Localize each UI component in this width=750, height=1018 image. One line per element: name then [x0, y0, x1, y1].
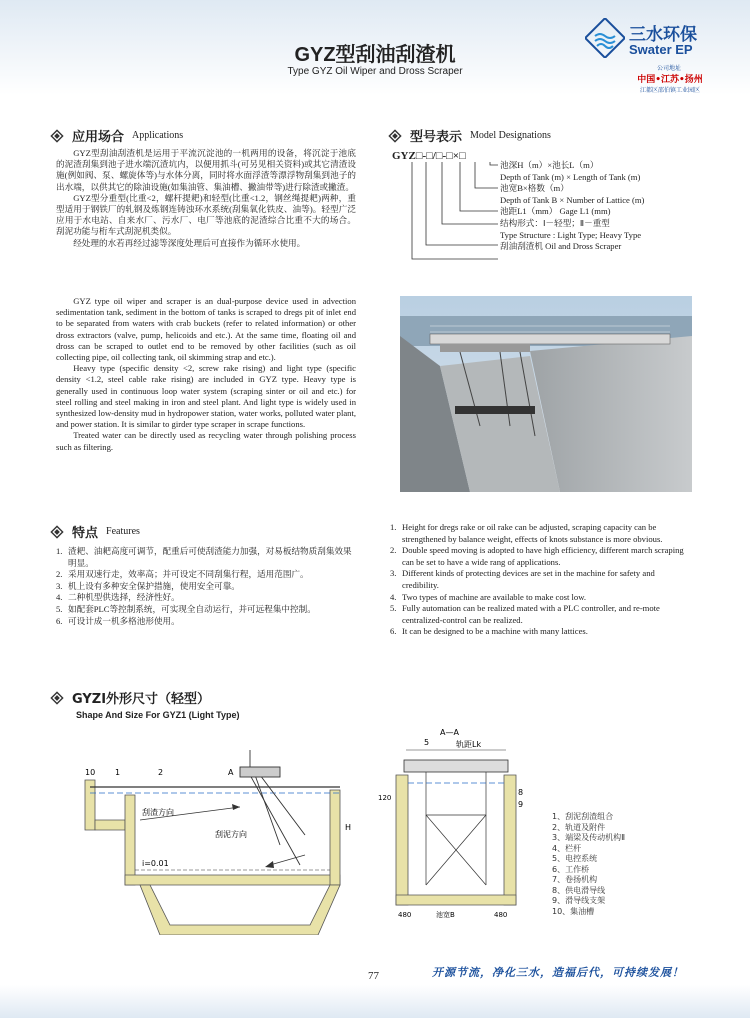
- drawing-label: 120: [378, 794, 392, 802]
- diamond-icon: [50, 525, 64, 539]
- drawing-label: 刮泥方向: [215, 830, 247, 839]
- model-line: Depth of Tank B × Number of Lattice (m): [500, 194, 645, 205]
- model-line: 池距L1（mm） Gage L1 (mm): [500, 206, 611, 217]
- footer-band: [0, 985, 750, 1018]
- legend-item: 9、滑导线支架: [552, 896, 606, 905]
- logo-name-en: Swater EP: [629, 42, 693, 57]
- diamond-icon: [50, 129, 64, 143]
- drawing-label: 池宽B: [436, 911, 455, 919]
- side-view-drawing: [80, 735, 370, 935]
- model-heading: [388, 126, 551, 145]
- shape-subheading: Shape And Size For GYZ1 (Light Type): [76, 710, 240, 720]
- shape-heading-text: GYZⅠ外形尺寸（轻型）: [72, 692, 211, 707]
- drawing-label: H: [345, 823, 352, 832]
- drawing-label: 9: [518, 800, 524, 809]
- logo-wave-icon: [585, 18, 625, 58]
- applications-en-para: GYZ type oil wiper and scraper is an dual-purpose device used in advection sedimentation tank, sediment in the bottom of tanks is scraped to dregs pit of inlet end to be separated from waters with crab buckets (refer to related information) or other dross extractors (valve, pump, helicoids and etc.). At the same time, floating oil and dross can be scraped to outlet end to be removed by other facilities (such as oil collecting pipe, oil collecting tank, oil skimming strap and etc.).: [56, 296, 356, 363]
- model-heading-en: Model Designations: [470, 130, 551, 141]
- applications-heading-en: Applications: [132, 130, 184, 141]
- model-code: GYZ□-□/□-□×□: [392, 150, 466, 162]
- legend-item: 10、集油槽: [552, 906, 595, 916]
- legend-item: 7、卷扬机构: [552, 875, 598, 884]
- features-heading-en: Features: [106, 526, 140, 537]
- legend-item: 5、电控系统: [552, 854, 598, 863]
- features-heading-cn: 特点: [72, 526, 99, 541]
- page-number: 77: [368, 970, 379, 982]
- drawing-label: 480: [494, 911, 508, 919]
- drawing-legend: [552, 812, 625, 917]
- applications-heading-cn: 应用场合: [72, 130, 125, 145]
- drawing-label: A: [228, 768, 234, 777]
- applications-en-text: [56, 296, 356, 453]
- logo-addr-city: 中国•江苏•扬州: [637, 75, 703, 85]
- model-line: Depth of Tank (m) × Length of Tank (m): [500, 171, 641, 182]
- legend-item: 1、刮泥刮渣组合: [552, 812, 614, 821]
- list-item: 6. It can be designed to be a machine with many lattices.: [390, 626, 588, 637]
- list-item: 3. Different kinds of protecting devices are set in the machine for safety and credibility.: [390, 568, 655, 590]
- footer-slogan: 开源节流，净化三水，造福后代，可持续发展！: [432, 966, 684, 979]
- drawing-label: 2: [158, 768, 164, 777]
- applications-cn-para: 经处理的水若再经过滤等深度处理后可直接作为循环水使用。: [73, 237, 306, 248]
- list-item: 6. 可设计成一机多格池形使用。: [56, 615, 180, 626]
- features-en-list: [390, 522, 692, 638]
- drawing-label: 5: [424, 738, 430, 747]
- model-designation-list: [500, 160, 644, 253]
- legend-item: 3、端梁及传动机构Ⅱ: [552, 833, 626, 842]
- legend-item: 4、栏杆: [552, 843, 582, 853]
- drawing-label: i=0.01: [142, 859, 169, 868]
- list-item: 5. Fully automation can be realized mated with a PLC controller, and re-mote centralized-control can be realized.: [390, 603, 660, 625]
- model-line: Type Structure : Light Type; Heavy Type: [500, 229, 642, 240]
- applications-cn-para: GYZ型分重型(比重<2，螺杆提耙)和轻型(比重<1.2，钢丝绳提耙)两种，重型适用于钢铁厂的轧钢及炼钢连铸浊环水系统(刮集氧化铁皮、油等)。轻型广泛应用于水电站、自来水厂、污水厂、电厂等池底的泥渣综合比重不大的场合。刮泥功能与桁车式刮泥机类似。: [56, 192, 356, 237]
- logo-addr-detail: 江都区邵伯镇工业园区: [639, 87, 700, 94]
- list-item: 2. Double speed moving is adopted to have high efficiency, different march scraping can be set to have a wide rang of applications.: [390, 545, 684, 567]
- model-bracket-lines: [400, 160, 500, 270]
- list-item: 4. Two types of machine are available to make cost low.: [390, 591, 587, 602]
- logo-addr-label: 公司地址: [656, 65, 681, 72]
- applications-heading: [50, 126, 183, 145]
- drawing-label: 1: [115, 768, 121, 777]
- features-heading: [50, 522, 140, 541]
- list-item: 3. 机上设有多种安全保护措施，使用安全可靠。: [56, 580, 240, 591]
- applications-cn-text: [56, 148, 356, 249]
- features-cn-list: [56, 546, 360, 627]
- drawing-label: 10: [85, 768, 96, 777]
- drawing-label: A—A: [440, 728, 459, 737]
- drawing-label: 8: [518, 788, 524, 797]
- company-logo: [585, 18, 745, 98]
- model-line: 刮油刮渣机 Oil and Dross Scraper: [500, 241, 622, 252]
- list-item: 4. 二种机型供选择，经济性好。: [56, 592, 180, 603]
- page-title: GYZ型刮油刮渣机: [294, 44, 456, 66]
- section-view-drawing: [376, 725, 536, 925]
- model-line: 结构形式：Ⅰ－轻型；Ⅱ－重型: [500, 217, 610, 228]
- page-subtitle: Type GYZ Oil Wiper and Dross Scraper: [287, 66, 463, 77]
- drawing-label: 刮渣方向: [142, 808, 174, 817]
- list-item: 1. Height for dregs rake or oil rake can be adjusted, scraping capacity can be strengthened by balance weight, effects of knots substance is more obvious.: [390, 522, 663, 544]
- legend-item: 6、工作桥: [552, 864, 590, 874]
- model-line: 池宽B×格数（m）: [500, 183, 569, 194]
- model-heading-cn: 型号表示: [410, 130, 463, 145]
- shape-heading: [50, 688, 210, 707]
- legend-item: 8、供电滑导线: [552, 885, 606, 895]
- applications-en-para: Treated water can be directly used as recycling water through polishing process such as filtering.: [56, 430, 356, 452]
- legend-item: 2、轨道及附件: [552, 822, 606, 832]
- product-photo: [400, 296, 692, 492]
- logo-name-cn: 三水环保: [629, 25, 697, 45]
- model-line: 池深H（m）×池长L（m）: [500, 160, 599, 170]
- drawing-label: 480: [398, 911, 412, 919]
- applications-en-para: Heavy type (specific density <2, screw rake rising) and light type (specific density <1.2, steel cable rake rising) are included in GYZ type. Heavy type is generally used in continuous loop water system (scraping sinter or oil and etc.) for steel rolling and steel making in iron and steel plant. And light type is widely used in synthesized low-density mud in hydropower station, water works, polluted water plant, and power station. It is similar to girder type scraper in scrape functions.: [56, 363, 356, 430]
- list-item: 1. 渣耙、油耙高度可调节，配重后可使刮渣能力加强，对易板结物质刮集效果明显。: [56, 546, 352, 568]
- diamond-icon: [388, 129, 402, 143]
- applications-cn-para: GYZ型刮油刮渣机是运用于平流沉淀池的一机两用的设备，将沉淀于池底的泥渣刮集到池子进水端沉渣坑内，以便用抓斗(可另见相关资料)或其它清渣设施(例如阀、泵、螺旋体等)与水体分离，同时将水面浮渣等漂浮物刮集到池子的出水端，以供其它的除油设施(如集油管、集油槽、撇油带等)进行除渣或撇渣。: [56, 148, 356, 192]
- diamond-icon: [50, 691, 64, 705]
- drawing-label: 轨距Lk: [456, 740, 482, 749]
- list-item: 2. 采用双速行走，效率高；并可设定不同刮集行程，适用范围广。: [56, 569, 309, 580]
- list-item: 5. 如配套PLC等控制系统，可实现全自动运行，并可远程集中控制。: [56, 603, 316, 614]
